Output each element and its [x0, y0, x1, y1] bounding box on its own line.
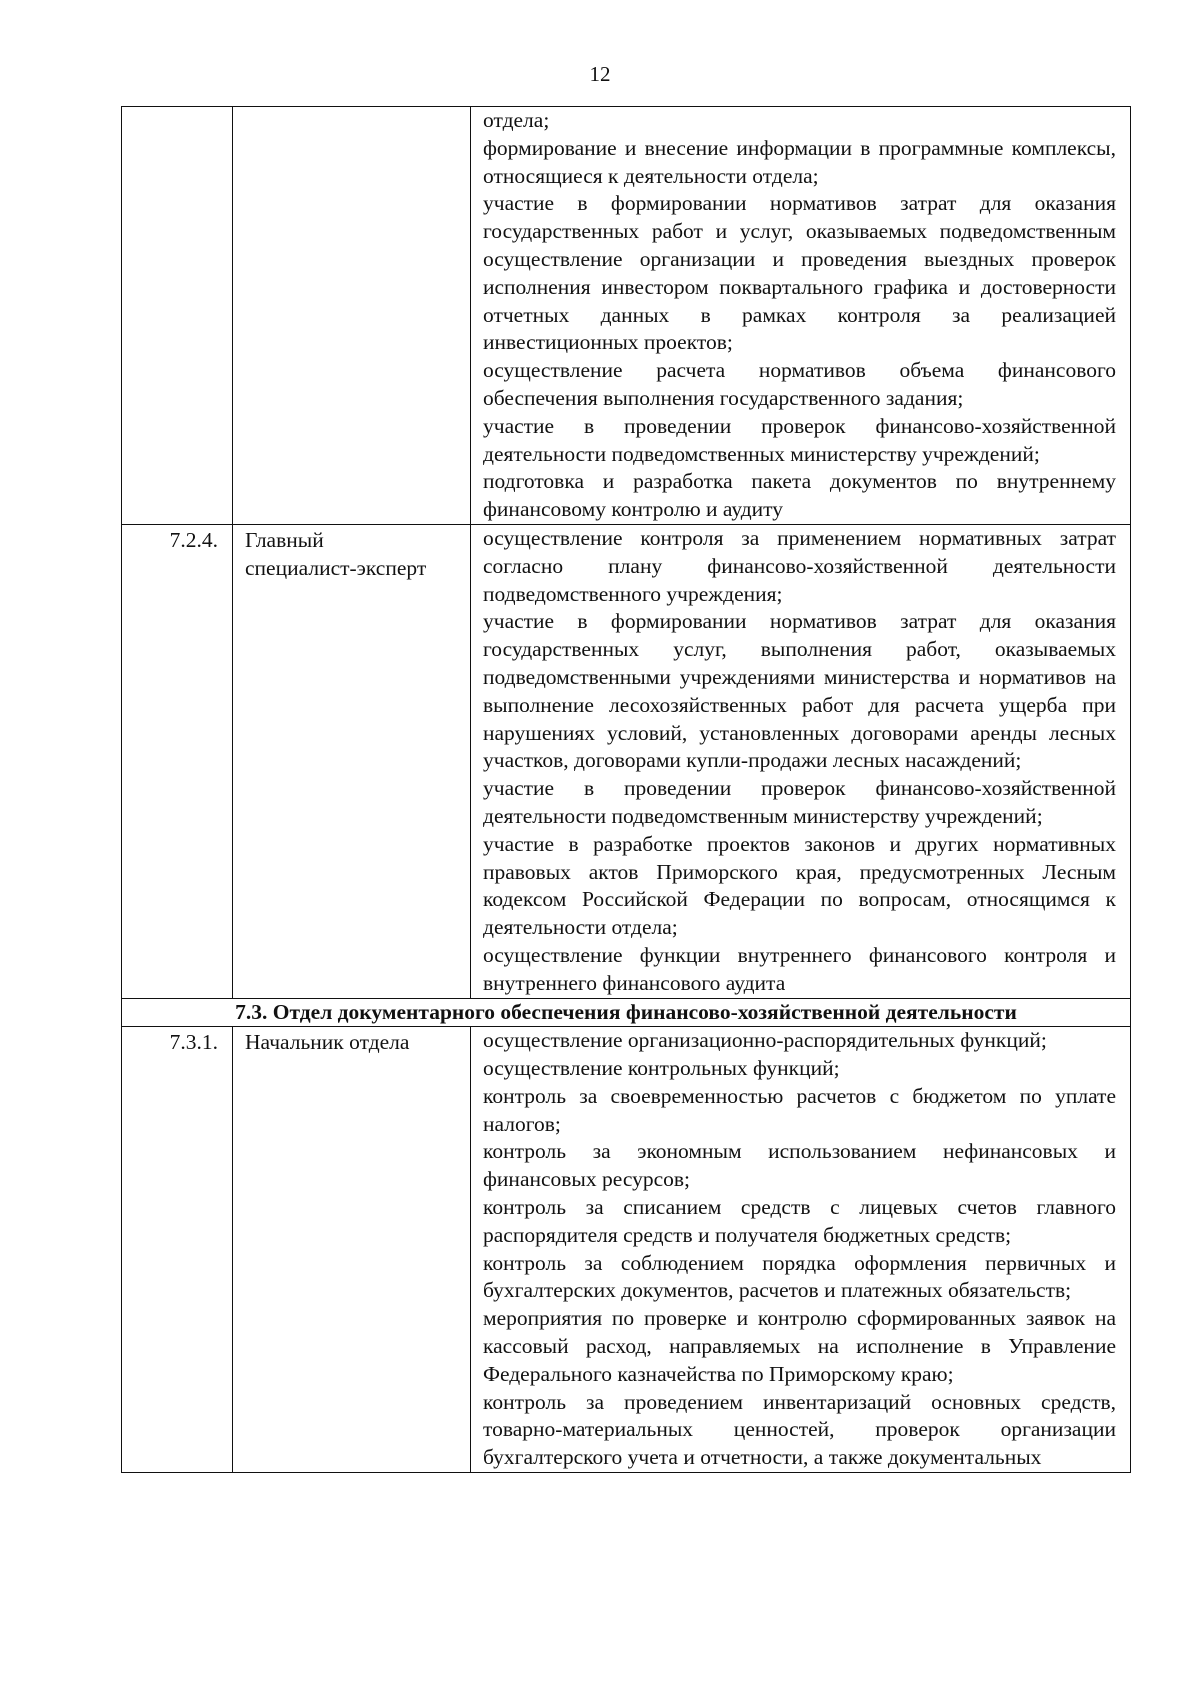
duty-item: отдела;	[483, 108, 550, 132]
duty-item: участие в проведении проверок финансово-хозяйственной деятельности подведомственным министерству учреждений;	[483, 776, 1116, 828]
row-number	[122, 107, 233, 525]
duties-cell	[471, 1027, 1131, 1473]
position-title: Главный специалист-эксперт	[233, 524, 471, 998]
duty-item: осуществление организационно-распорядительных функций;	[483, 1028, 1047, 1053]
duty-item: осуществление контроля за применением нормативных затрат согласно плану финансово-хозяйственной деятельности подведомственного учреждения;	[483, 525, 1116, 606]
duty-item: участие в формировании нормативов затрат для оказания государственных услуг, выполнения работ, оказываемых подведомственными учреждениями министерства и нормативов на выполнение лесохозяйственных работ для расчета ущерба при нарушениях условий, установленных договорами аренды лесных участков, договорами купли-продажи лесных насаждений;	[483, 609, 1116, 773]
duty-item: контроль за своевременностью расчетов с бюджетом по уплате налогов;	[483, 1083, 1116, 1136]
duty-item: формирование и внесение информации в программные комплексы, относящиеся к деятельности отдела;	[483, 135, 1116, 188]
duty-item: подготовка и разработка пакета документов по внутреннему финансовому контролю и аудиту	[483, 469, 1116, 522]
section-header: 7.3. Отдел документарного обеспечения финансово-хозяйственной деятельности	[122, 998, 1131, 1027]
duty-item: мероприятия по проверке и контролю сформированных заявок на кассовый расход, направляемых на исполнение в Управление Федерального казначейства по Приморскому краю;	[483, 1306, 1116, 1386]
position-title	[233, 107, 471, 525]
duty-item: участие в разработке проектов законов и других нормативных правовых актов Приморского края, предусмотренных Лесным кодексом Российской Федерации по вопросам, относящимся к деятельности отдела;	[483, 831, 1116, 940]
duty-item: участие в проведении проверок финансово-хозяйственной деятельности подведомственных министерству учреждений;	[483, 413, 1116, 466]
duties-cell	[471, 107, 1131, 525]
duty-item: контроль за экономным использованием нефинансовых и финансовых ресурсов;	[483, 1139, 1116, 1192]
duty-item: осуществление контрольных функций;	[483, 1056, 840, 1081]
table-row	[122, 524, 1131, 998]
duties-table	[121, 106, 1131, 1473]
table-row	[122, 1027, 1131, 1473]
row-number: 7.3.1.	[122, 1027, 233, 1473]
duty-item: контроль за проведением инвентаризаций основных средств, товарно-материальных ценностей, проверок организации бухгалтерского учета и отчетности, а также документальных	[483, 1389, 1116, 1470]
duty-item: осуществление функции внутреннего финансового контроля и внутреннего финансового аудита	[483, 942, 1116, 995]
position-title: Начальник отдела	[233, 1027, 471, 1473]
duty-item: осуществление расчета нормативов объема финансового обеспечения выполнения государственного задания;	[483, 358, 1116, 410]
duty-item: участие в формировании нормативов затрат для оказания государственных работ и услуг, оказываемых подведомственным осуществление организации и проведения выездных проверок исполнения инвестором поквартального графика и достоверности отчетных данных в рамках контроля за реализацией инвестиционных проектов;	[483, 191, 1116, 355]
duty-item: контроль за соблюдением порядка оформления первичных и бухгалтерских документов, расчетов и платежных обязательств;	[483, 1250, 1116, 1303]
section-row	[122, 998, 1131, 1027]
duty-item: контроль за списанием средств с лицевых счетов главного распорядителя средств и получателя бюджетных средств;	[483, 1195, 1116, 1247]
page-number: 12	[589, 62, 611, 86]
table-row	[122, 107, 1131, 525]
row-number: 7.2.4.	[122, 524, 233, 998]
duties-cell	[471, 524, 1131, 998]
